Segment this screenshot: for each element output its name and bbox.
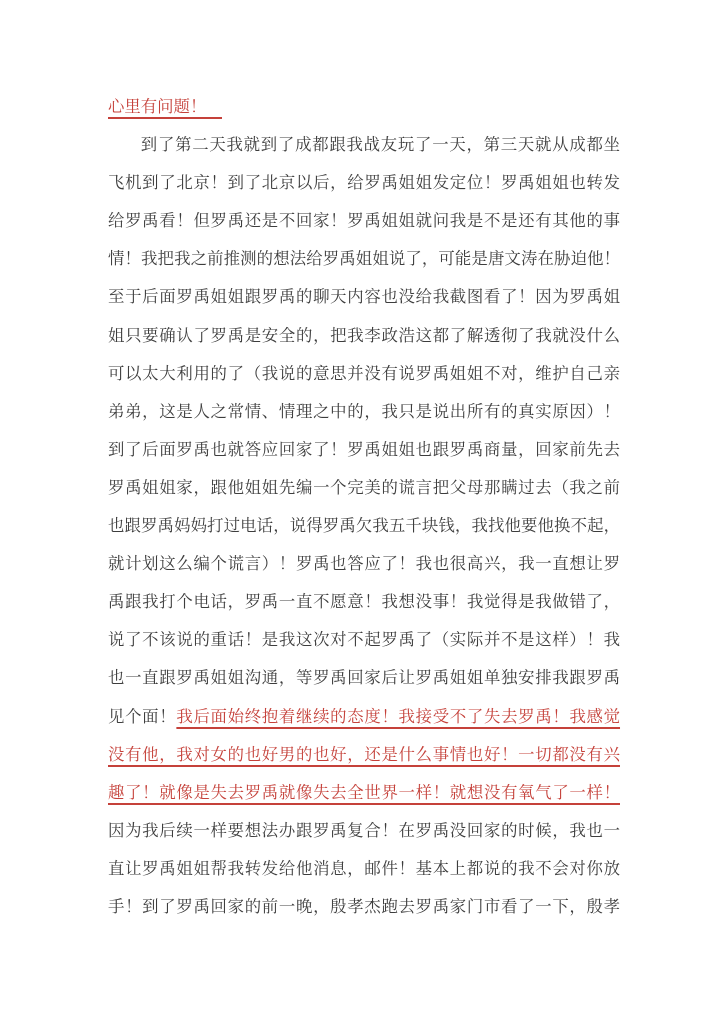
text-line: 弟弟，这是人之常情、情理之中的，我只是说出所有的真实原因）！ bbox=[108, 401, 620, 421]
text-line: 罗禹姐姐家，跟他姐姐先编一个完美的谎言把父母那瞒过去（我之前 bbox=[108, 477, 620, 497]
text-line: 至于后面罗禹姐姐跟罗禹的聊天内容也没给我截图看了！因为罗禹姐 bbox=[108, 287, 620, 307]
text-line: 姐只要确认了罗禹是安全的，把我李政浩这都了解透彻了我就没什么 bbox=[108, 325, 620, 345]
text-line: 就计划这么编个谎言）！罗禹也答应了！我也很高兴，我一直想让罗 bbox=[108, 554, 620, 574]
text-line: 因为我后续一样要想法办跟罗禹复合！在罗禹没回家的时候，我也一 bbox=[108, 820, 620, 840]
text-line: 给罗禹看！但罗禹还是不回家！罗禹姐姐就问我是不是还有其他的事 bbox=[108, 211, 620, 231]
text-line: 禹跟我打个电话，罗禹一直不愿意！我想没事！我觉得是我做错了， bbox=[108, 592, 620, 612]
text-line: 直让罗禹姐姐帮我转发给他消息，邮件！基本上都说的我不会对你放 bbox=[108, 858, 620, 878]
heading-line bbox=[108, 88, 620, 126]
text-line: 也跟罗禹妈妈打过电话，说得罗禹欠我五千块钱，我找他要他换不起， bbox=[108, 516, 620, 536]
text-line-red-underline: 趣了！就像是失去罗禹就像失去全世界一样！就想没有氧气了一样！ bbox=[108, 782, 620, 802]
text-segment-red-underline: 我后面始终抱着继续的态度！我接受不了失去罗禹！我感觉 bbox=[176, 706, 621, 726]
text-line: 情！我把我之前推测的想法给罗禹姐姐说了，可能是唐文涛在胁迫他！ bbox=[108, 249, 620, 269]
text-line-mixed bbox=[108, 698, 620, 736]
text-line: 到了后面罗禹也就答应回家了！罗禹姐姐也跟罗禹商量，回家前先去 bbox=[108, 439, 620, 459]
text-segment-normal: 见个面！ bbox=[108, 706, 177, 726]
text-line: 也一直跟罗禹姐姐沟通，等罗禹回家后让罗禹姐姐单独安排我跟罗禹 bbox=[108, 668, 620, 688]
text-line: 可以太大利用的了（我说的意思并没有说罗禹姐姐不对，维护自己亲 bbox=[108, 363, 620, 383]
text-line: 说了不该说的重话！是我这次对不起罗禹了（实际并不是这样）！我 bbox=[108, 630, 620, 650]
text-line-red-underline: 没有他，我对女的也好男的也好，还是什么事情也好！一切都没有兴 bbox=[108, 744, 620, 764]
text-line: 到了第二天我就到了成都跟我战友玩了一天，第三天就从成都坐 bbox=[140, 135, 620, 155]
document-text bbox=[108, 88, 620, 926]
document-heading: 心里有问题！ bbox=[108, 96, 222, 119]
text-line: 手！到了罗禹回家的前一晚，殷孝杰跑去罗禹家门市看了一下，殷孝 bbox=[108, 896, 620, 916]
text-line: 飞机到了北京！到了北京以后，给罗禹姐姐发定位！罗禹姐姐也转发 bbox=[108, 173, 620, 193]
